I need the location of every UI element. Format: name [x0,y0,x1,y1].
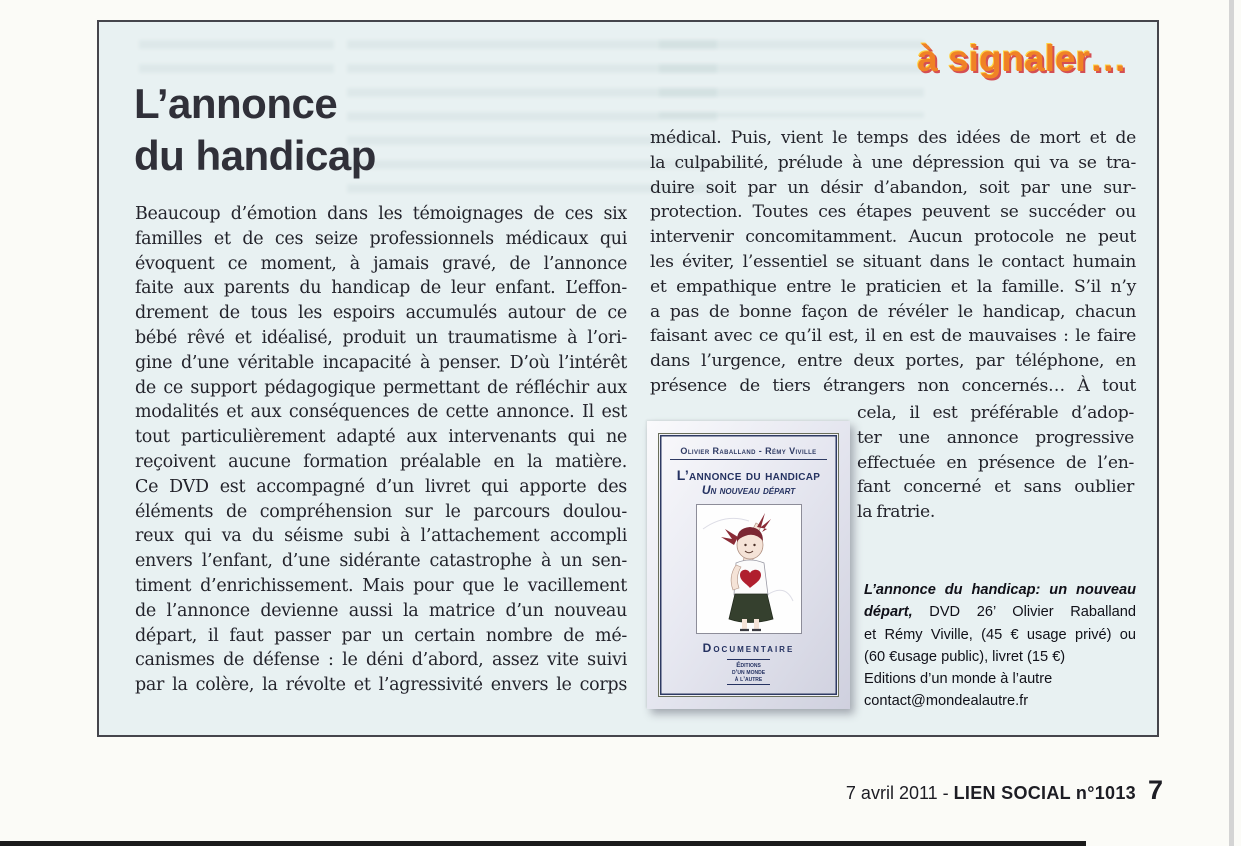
body-text-line: timent d’enrichissement. Mais pour que le vacillement [135,575,627,596]
body-text-line: duire soit par un désir d’abandon, soit par une sur- [650,177,1136,198]
footer-magazine-name: LIEN SOCIAL n°1013 [953,783,1136,803]
body-text-line: intervenir concomitamment. Aucun protocole ne peut [650,227,1136,248]
child-illustration-graphic [697,505,801,633]
body-text-line: reçoivent aucune formation préalable en la matière. [135,451,627,472]
body-text-line: ter une annonce progressive [857,427,1134,448]
body-text-line: envers l’enfant, d’une sidérante catastrophe à un sen- [135,551,627,572]
dvd-title: L’annonce du handicap [676,467,821,483]
body-text-line: familles et de ces seize professionnels médicaux qui [135,228,627,249]
article-text-wrapped-beside-cover [857,401,1134,525]
publisher-line: à l’autre [734,675,763,683]
body-text-line: médical. Puis, vient le temps des idées de mort et de [650,128,1136,148]
body-text-line: la culpabilité, prélude à une dépression qui va se tra- [650,152,1136,173]
body-text-line: par la colère, la révolte et l’agressivité envers le corps [135,675,627,696]
section-header-a-signaler: à signaler… [917,38,1127,79]
caption-line [864,579,1136,601]
dvd-subtitle: Un nouveau départ [701,483,796,497]
body-text-line: drement de tous les espoirs accumulés autour de ce [135,303,627,324]
footer-date: 7 avril 2011 - [845,783,954,803]
caption-line [864,624,1136,646]
article-panel [97,20,1159,737]
dvd-genre-label: Documentaire [702,641,795,655]
article-title [134,78,376,182]
footer-page-number: 7 [1147,775,1163,805]
dvd-authors: Olivier Raballand - Rémy Viville [670,446,827,460]
body-text-line: la fratrie. [857,502,935,523]
dvd-illustration [696,504,802,634]
body-text-line: présence de tiers étrangers non concernés… À tout [650,375,1136,396]
body-text-line: tout particulièrement adapté aux intervenants qui ne [135,427,627,448]
body-text-line: les éviter, l’essentiel se situant dans le contact humain [650,251,1136,272]
article-title-line-2: du handicap [134,132,376,179]
body-text-line: modalités et aux conséquences de cette annonce. Il est [135,402,627,423]
body-text-line: faisant avec ce qu’il est, il en est de mauvaises : le faire [650,326,1136,347]
caption-regular-text: DVD 26’ Olivier Raballand [912,604,1136,621]
body-text-line: départ, il faut passer par un certain nombre de mé- [135,625,627,646]
article-left-column [135,202,627,698]
caption-bold-text: départ, [864,604,913,621]
publisher-line: d’un monde [731,668,766,676]
body-text-line: protection. Toutes ces étapes peuvent se succéder ou [650,202,1136,223]
caption-email [864,690,1136,712]
publisher-line: Éditions [736,661,761,669]
body-text-line: éléments de compréhension sur le parcours doulou- [135,501,627,522]
body-text-line: faite aux parents du handicap de leur enfant. L’effon- [135,278,627,299]
body-text-line: dans l’urgence, entre deux portes, par téléphone, en [650,351,1136,372]
caption-line [864,646,1136,668]
body-text-line: fant concerné et sans oublier [857,477,1134,498]
body-text-line: gine d’une véritable incapacité à penser. D’où l’intérêt [135,352,627,373]
body-text-line: de l’annonce devienne aussi la matrice d’un nouveau [135,600,627,621]
caption-line [864,668,1136,690]
scan-artifact-bottom-strip [0,841,1086,846]
dvd-cover-frame [658,433,839,697]
caption-regular-text: Editions d’un monde à l’autre [864,671,1053,688]
body-text-line: Ce DVD est accompagné d’un livret qui apporte des [135,476,627,497]
body-text-line: Beaucoup d’émotion dans les témoignages de ces six [135,204,627,224]
caption-regular-text: contact@mondealautre.fr [864,693,1029,710]
body-text-line: évoquent ce moment, à jamais gravé, de l’annonce [135,253,627,274]
body-text-line: bébé rêvé et idéalisé, produit un traumatisme à l’ori- [135,327,627,348]
caption-line [864,601,1136,623]
caption-regular-text: et Rémy Viville, (45 € usage privé) ou [864,626,1136,643]
body-text-line: effectuée en présence de l’en- [857,452,1134,473]
body-text-line: a pas de bonne façon de révéler le handicap, chacun [650,301,1136,322]
body-text-line: reux qui va du séisme subi à l’attachement accompli [135,526,627,547]
dvd-publisher-logo [727,659,770,685]
page-footer [600,774,1163,811]
body-text-line: et empathique entre le praticien et la famille. S’il n’y [650,276,1136,297]
bleed-through-ghosting [659,40,924,118]
body-text-line: de ce support pédagogique permettant de réfléchir aux [135,377,627,398]
dvd-caption [864,579,1136,713]
body-text-line: canismes de défense : le déni d’abord, assez vite suivi [135,650,627,671]
body-text-line: cela, il est préférable d’adop- [857,403,1134,423]
caption-bold-text: L’annonce du handicap: un nouveau [864,582,1136,598]
scan-artifact-right-edge [1229,0,1234,846]
article-right-column [650,126,1136,399]
caption-regular-text: (60 €usage public), livret (15 €) [864,648,1066,665]
dvd-cover [647,421,850,709]
article-title-line-1: L’annonce [134,80,338,127]
bleed-through-ghosting [139,40,334,78]
